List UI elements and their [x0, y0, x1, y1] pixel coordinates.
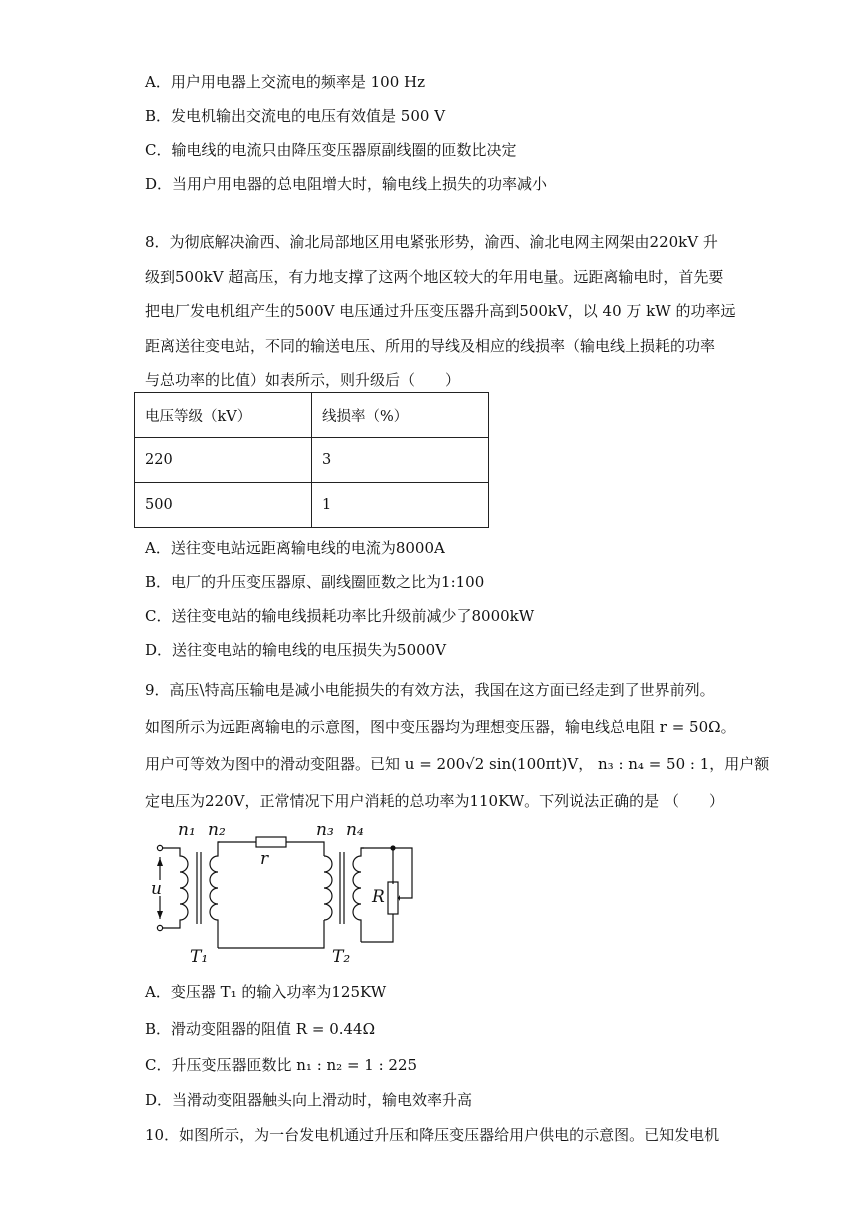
q8-option-a: A．送往变电站远距离输电线的电流为8000A [145, 539, 445, 557]
q9-option-a: A．变压器 T₁ 的输入功率为125KW [145, 983, 387, 1001]
label-r: r [260, 849, 269, 869]
q10-stem-line: 10．如图所示，为一台发电机通过升压和降压变压器给用户供电的示意图。已知发电机 [145, 1126, 720, 1144]
table-cell: 500 [135, 483, 312, 528]
table-cell: 1 [312, 483, 489, 528]
q8-option-c: C．送往变电站的输电线损耗功率比升级前减少了8000kW [145, 607, 535, 625]
q9-option-c: C．升压变压器匝数比 n₁ : n₂ = 1 : 225 [145, 1056, 418, 1074]
q8-stem-line: 级到500kV 超高压，有力地支撑了这两个地区较大的年用电量。远距离输电时，首先要 [145, 267, 724, 286]
q7-option-d: D．当用户用电器的总电阻增大时，输电线上损失的功率减小 [145, 175, 548, 193]
label-n4: n₄ [346, 822, 364, 840]
label-R: R [372, 887, 385, 907]
q8-stem-line: 8．为彻底解决渝西、渝北局部地区用电紧张形势，渝西、渝北电网主网架由220kV 升 [145, 233, 718, 251]
q8-stem-line: 与总功率的比值）如表所示，则升级后（ ） [145, 371, 461, 389]
table-cell: 220 [135, 438, 312, 483]
q7-option-c: C．输电线的电流只由降压变压器原副线圈的匝数比决定 [145, 141, 517, 159]
label-n2: n₂ [208, 822, 226, 840]
q8-stem-line: 距离送往变电站，不同的输送电压、所用的导线及相应的线损率（输电线上损耗的功率 [145, 336, 716, 355]
q9-stem [145, 672, 770, 820]
q7-option-b: B．发电机输出交流电的电压有效值是 500 V [145, 107, 446, 125]
label-n3: n₃ [316, 822, 334, 840]
q9-stem-line: 如图所示为远距离输电的示意图，图中变压器均为理想变压器，输电线总电阻 r = 50Ω。 [145, 718, 736, 736]
table-cell: 3 [312, 438, 489, 483]
label-u: u [151, 879, 162, 899]
transmission-circuit-diagram [148, 822, 428, 972]
q8-stem-line: 把电厂发电机组产生的500V 电压通过升压变压器升高到500kV，以 40 万 kW 的功率远 [145, 302, 736, 320]
q8-table [134, 392, 489, 528]
table-header-loss-rate: 线损率（%） [312, 393, 489, 438]
q9-option-d: D．当滑动变阻器触头向上滑动时，输电效率升高 [145, 1091, 473, 1109]
q7-option-a: A．用户用电器上交流电的频率是 100 Hz [145, 73, 425, 91]
table-header-row [135, 393, 489, 438]
table-row [135, 438, 489, 483]
q9-option-b: B．滑动变阻器的阻值 R = 0.44Ω [145, 1020, 376, 1038]
table-row [135, 483, 489, 528]
table-header-voltage: 电压等级（kV） [135, 393, 312, 438]
q8-option-d: D．送往变电站的输电线的电压损失为5000V [145, 641, 447, 659]
q8-option-b: B．电厂的升压变压器原、副线圈匝数之比为1:100 [145, 573, 485, 591]
label-n1: n₁ [178, 822, 196, 840]
q9-stem-line: 用户可等效为图中的滑动变阻器。已知 u = 200√2 sin(100πt)V， n₃ : n₄ = 50 : 1，用户额 [145, 755, 770, 773]
q8-stem [145, 225, 736, 398]
label-T2: T₂ [332, 947, 351, 967]
q9-stem-line: 9．高压\特高压输电是减小电能损失的有效方法，我国在这方面已经走到了世界前列。 [145, 681, 715, 699]
q9-stem-line: 定电压为220V，正常情况下用户消耗的总功率为110KW。下列说法正确的是 （ ） [145, 792, 724, 810]
label-T1: T₁ [190, 947, 209, 967]
